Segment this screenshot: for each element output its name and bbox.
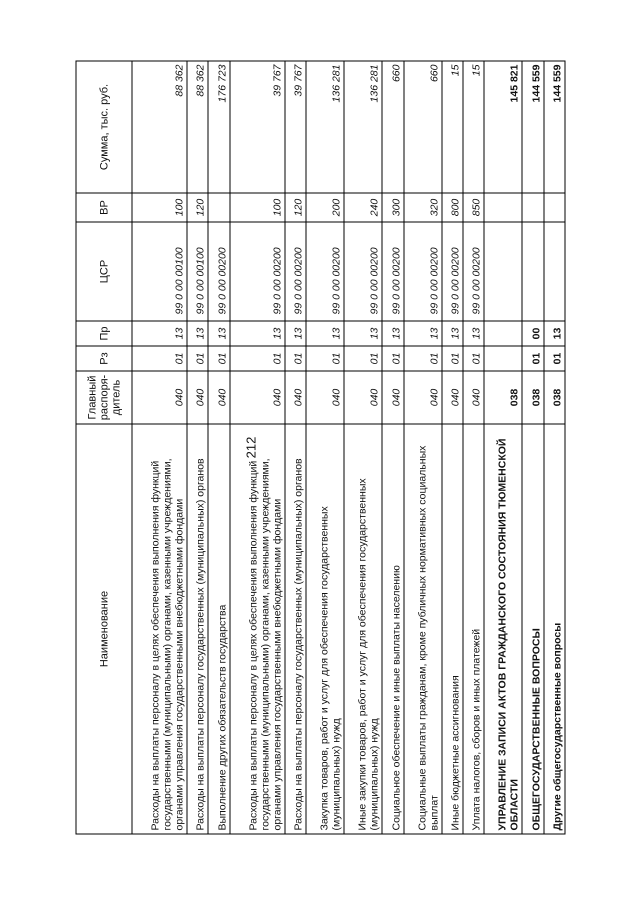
header-name: Наименование: [76, 424, 132, 834]
row-csr: 99 0 00 00200: [382, 222, 403, 321]
row-manager: 040: [230, 371, 285, 424]
row-rz: 01: [522, 346, 543, 371]
table-row: [306, 61, 344, 834]
row-sum: 144 559: [522, 61, 543, 193]
row-csr: [544, 222, 565, 321]
table-row: [522, 61, 543, 834]
row-rz: 01: [344, 346, 382, 371]
row-pr: 13: [208, 321, 229, 346]
row-manager: 040: [285, 371, 306, 424]
table-row: [544, 61, 565, 834]
row-rz: 01: [544, 346, 565, 371]
row-sum: 39 767: [285, 61, 306, 193]
row-rz: 01: [208, 346, 229, 371]
row-pr: 13: [442, 321, 463, 346]
row-pr: 13: [306, 321, 344, 346]
row-manager: 040: [187, 371, 208, 424]
row-sum: 660: [382, 61, 403, 193]
row-name: Расходы на выплаты персоналу государственных (муниципальных) органов: [285, 424, 306, 834]
row-pr: 13: [230, 321, 285, 346]
row-rz: 01: [306, 346, 344, 371]
row-sum: 176 723: [208, 61, 229, 193]
row-name: Уплата налогов, сборов и иных платежей: [463, 424, 484, 834]
row-rz: 01: [463, 346, 484, 371]
table-row: [285, 61, 306, 834]
row-name: Другие общегосударственные вопросы: [544, 424, 565, 834]
header-manager: Главный распоря-дитель: [76, 371, 132, 424]
row-pr: 13: [404, 321, 442, 346]
row-pr: 00: [522, 321, 543, 346]
row-vr: 240: [344, 193, 382, 222]
row-manager: 040: [132, 371, 187, 424]
row-name: УПРАВЛЕНИЕ ЗАПИСИ АКТОВ ГРАЖДАНСКОГО СОСТОЯНИЯ ТЮМЕНСКОЙ ОБЛАСТИ: [484, 424, 522, 834]
row-vr: [522, 193, 543, 222]
page-number: 212: [243, 436, 259, 459]
header-row: [76, 61, 132, 834]
row-csr: 99 0 00 00200: [306, 222, 344, 321]
row-pr: 13: [285, 321, 306, 346]
row-pr: 13: [187, 321, 208, 346]
row-vr: 300: [382, 193, 403, 222]
row-sum: 88 362: [187, 61, 208, 193]
row-vr: [208, 193, 229, 222]
row-csr: [484, 222, 522, 321]
row-manager: 040: [208, 371, 229, 424]
table-row: [187, 61, 208, 834]
row-name: Расходы на выплаты персоналу государственных (муниципальных) органов: [187, 424, 208, 834]
table-row: [230, 61, 285, 834]
row-pr: [484, 321, 522, 346]
row-vr: 320: [404, 193, 442, 222]
row-rz: 01: [285, 346, 306, 371]
row-csr: 99 0 00 00200: [442, 222, 463, 321]
table-row: [382, 61, 403, 834]
row-pr: 13: [132, 321, 187, 346]
row-name: Иные бюджетные ассигнования: [442, 424, 463, 834]
row-rz: 01: [230, 346, 285, 371]
row-vr: [544, 193, 565, 222]
row-name: Выполнение других обязательств государства: [208, 424, 229, 834]
row-manager: 040: [404, 371, 442, 424]
row-rz: 01: [132, 346, 187, 371]
row-manager: 040: [442, 371, 463, 424]
rotated-document: [76, 62, 566, 835]
row-name: Социальное обеспечение и иные выплаты населению: [382, 424, 403, 834]
row-vr: 100: [230, 193, 285, 222]
row-sum: 136 281: [344, 61, 382, 193]
row-csr: 99 0 00 00100: [132, 222, 187, 321]
row-pr: 13: [382, 321, 403, 346]
row-csr: [522, 222, 543, 321]
table-row: [208, 61, 229, 834]
table-row: [404, 61, 442, 834]
row-manager: 038: [484, 371, 522, 424]
header-rz: Рз: [76, 346, 132, 371]
row-sum: 145 821: [484, 61, 522, 193]
table-body: [132, 61, 565, 834]
row-csr: 99 0 00 00200: [208, 222, 229, 321]
row-pr: 13: [544, 321, 565, 346]
row-sum: 660: [404, 61, 442, 193]
row-manager: 040: [463, 371, 484, 424]
table-row: [484, 61, 522, 834]
row-pr: 13: [344, 321, 382, 346]
row-vr: 200: [306, 193, 344, 222]
row-vr: 850: [463, 193, 484, 222]
row-manager: 040: [382, 371, 403, 424]
row-csr: 99 0 00 00200: [344, 222, 382, 321]
row-sum: 88 362: [132, 61, 187, 193]
row-rz: 01: [187, 346, 208, 371]
row-csr: 99 0 00 00200: [404, 222, 442, 321]
row-sum: 15: [442, 61, 463, 193]
budget-table: [76, 61, 566, 835]
row-name: Расходы на выплаты персоналу в целях обеспечения выполнения функций государственными (муниципальными) органами, казенными учреждениями, органами управления государственными внебюджетными фондами: [230, 424, 285, 834]
table-row: [442, 61, 463, 834]
row-pr: 13: [463, 321, 484, 346]
row-rz: 01: [404, 346, 442, 371]
row-name: Иные закупки товаров, работ и услуг для обеспечения государственных (муниципальных) нужд: [344, 424, 382, 834]
row-vr: [484, 193, 522, 222]
header-sum: Сумма, тыс. руб.: [76, 61, 132, 193]
row-name: ОБЩЕГОСУДАРСТВЕННЫЕ ВОПРОСЫ: [522, 424, 543, 834]
row-manager: 038: [522, 371, 543, 424]
row-rz: [484, 346, 522, 371]
row-csr: 99 0 00 00200: [463, 222, 484, 321]
row-rz: 01: [382, 346, 403, 371]
row-vr: 100: [132, 193, 187, 222]
row-vr: 120: [187, 193, 208, 222]
row-csr: 99 0 00 00200: [230, 222, 285, 321]
row-sum: 15: [463, 61, 484, 193]
header-pr: Пр: [76, 321, 132, 346]
row-vr: 800: [442, 193, 463, 222]
row-rz: 01: [442, 346, 463, 371]
row-manager: 040: [344, 371, 382, 424]
row-name: Расходы на выплаты персоналу в целях обеспечения выполнения функций государственными (муниципальными) органами, казенными учреждениями, органами управления государственными внебюджетными фондами: [132, 424, 187, 834]
header-vr: ВР: [76, 193, 132, 222]
row-name: Закупка товаров, работ и услуг для обеспечения государственных (муниципальных) нужд: [306, 424, 344, 834]
row-name: Социальные выплаты гражданам, кроме публичных нормативных социальных выплат: [404, 424, 442, 834]
row-vr: 120: [285, 193, 306, 222]
row-manager: 038: [544, 371, 565, 424]
table-row: [463, 61, 484, 834]
table-row: [344, 61, 382, 834]
header-csr: ЦСР: [76, 222, 132, 321]
row-manager: 040: [306, 371, 344, 424]
row-sum: 136 281: [306, 61, 344, 193]
row-sum: 144 559: [544, 61, 565, 193]
table-row: [132, 61, 187, 834]
row-csr: 99 0 00 00100: [187, 222, 208, 321]
row-csr: 99 0 00 00200: [285, 222, 306, 321]
row-sum: 39 767: [230, 61, 285, 193]
